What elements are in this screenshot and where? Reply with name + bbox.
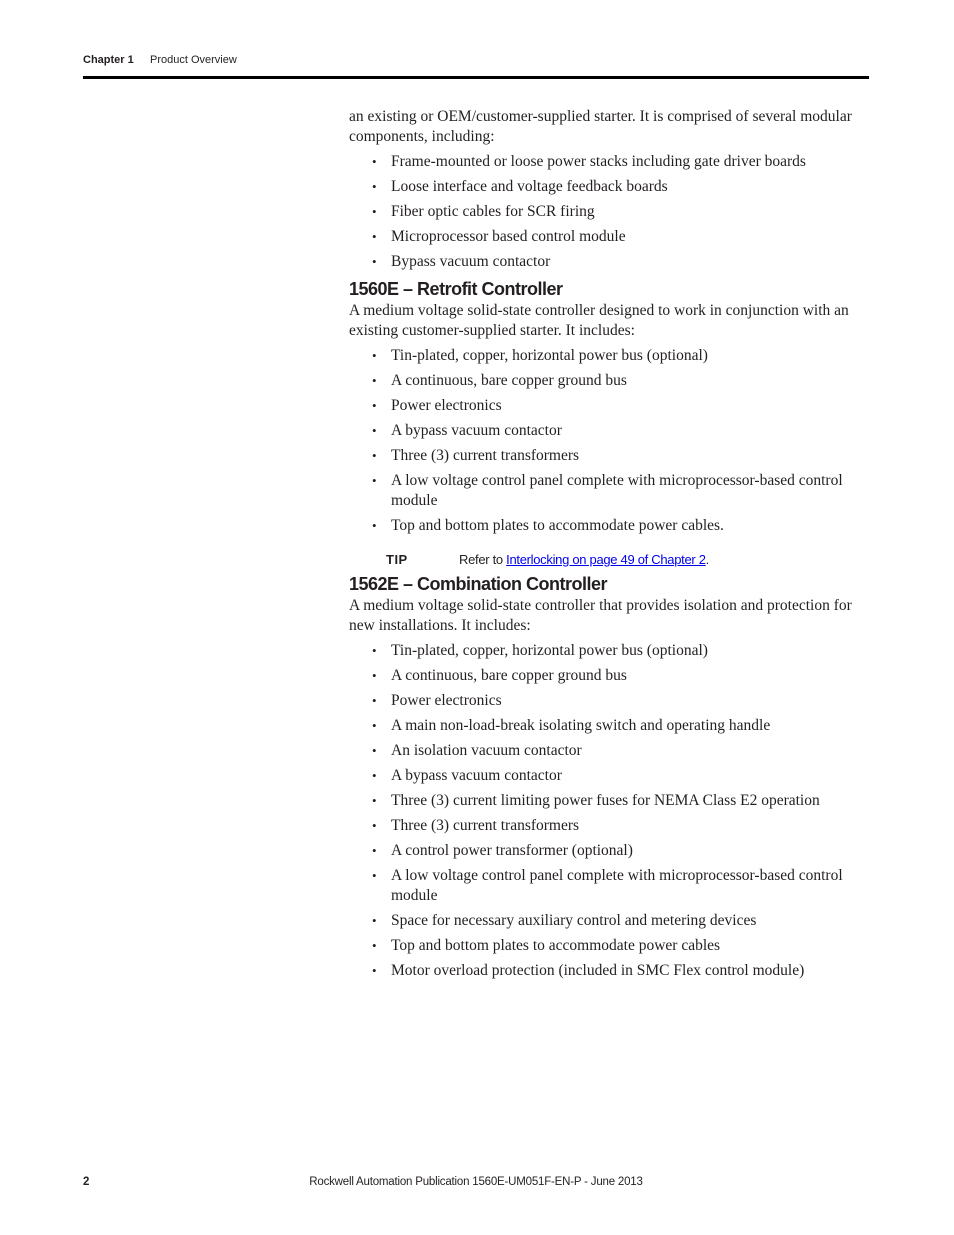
tip-text: [459, 552, 709, 567]
list-item: • Motor overload protection (included in SMC Flex control module): [391, 961, 869, 981]
list-item: • A main non-load-break isolating switch and operating handle: [391, 716, 869, 736]
list-item: • Bypass vacuum contactor: [391, 252, 869, 272]
retrofit-list: [349, 346, 869, 536]
chapter-label: Chapter 1: [83, 54, 134, 66]
list-item: • A continuous, bare copper ground bus: [391, 666, 869, 686]
publication-info: Rockwell Automation Publication 1560E-UM051F-EN-P - June 2013: [309, 1176, 643, 1188]
list-item: • Frame-mounted or loose power stacks including gate driver boards: [391, 152, 869, 172]
list-item: • Tin-plated, copper, horizontal power bus (optional): [391, 641, 869, 661]
list-item: • Loose interface and voltage feedback boards: [391, 177, 869, 197]
tip-box: [349, 550, 869, 572]
tip-suffix: .: [705, 552, 709, 567]
list-item: • Power electronics: [391, 691, 869, 711]
list-item: • Top and bottom plates to accommodate power cables: [391, 936, 869, 956]
list-item: • Tin-plated, copper, horizontal power bus (optional): [391, 346, 869, 366]
list-item: • A continuous, bare copper ground bus: [391, 371, 869, 391]
page-number: 2: [83, 1176, 90, 1188]
page-header: [83, 52, 869, 79]
page-footer: [83, 1176, 869, 1194]
tip-prefix: Refer to: [459, 552, 507, 567]
retrofit-heading: 1560E – Retrofit Controller: [349, 279, 563, 299]
tip-label: TIP: [386, 552, 408, 567]
list-item: • Microprocessor based control module: [391, 227, 869, 247]
list-item: • Three (3) current transformers: [391, 816, 869, 836]
list-item: • A low voltage control panel complete with microprocessor-based control module: [391, 471, 869, 511]
list-item: • A bypass vacuum contactor: [391, 421, 869, 441]
section-title: Product Overview: [150, 54, 237, 66]
list-item: • A control power transformer (optional): [391, 841, 869, 861]
list-item: • Three (3) current transformers: [391, 446, 869, 466]
main-content: [349, 107, 869, 986]
list-item: • An isolation vacuum contactor: [391, 741, 869, 761]
combination-list: [349, 641, 869, 981]
list-item: • A bypass vacuum contactor: [391, 766, 869, 786]
list-item: • Fiber optic cables for SCR firing: [391, 202, 869, 222]
interlocking-link[interactable]: Interlocking on page 49 of Chapter 2: [506, 552, 706, 567]
intro-list: [349, 152, 869, 272]
list-item: • A low voltage control panel complete with microprocessor-based control module: [391, 866, 869, 906]
list-item: • Three (3) current limiting power fuses for NEMA Class E2 operation: [391, 791, 869, 811]
retrofit-paragraph: A medium voltage solid-state controller designed to work in conjunction with an existing customer-supplied starter. It includes:: [349, 302, 849, 339]
intro-paragraph: an existing or OEM/customer-supplied starter. It is comprised of several modular components, including:: [349, 108, 852, 145]
combination-heading: 1562E – Combination Controller: [349, 574, 608, 594]
list-item: • Top and bottom plates to accommodate power cables.: [391, 516, 869, 536]
list-item: • Space for necessary auxiliary control and metering devices: [391, 911, 869, 931]
combination-paragraph: A medium voltage solid-state controller that provides isolation and protection for new installations. It includes:: [349, 597, 852, 634]
list-item: • Power electronics: [391, 396, 869, 416]
